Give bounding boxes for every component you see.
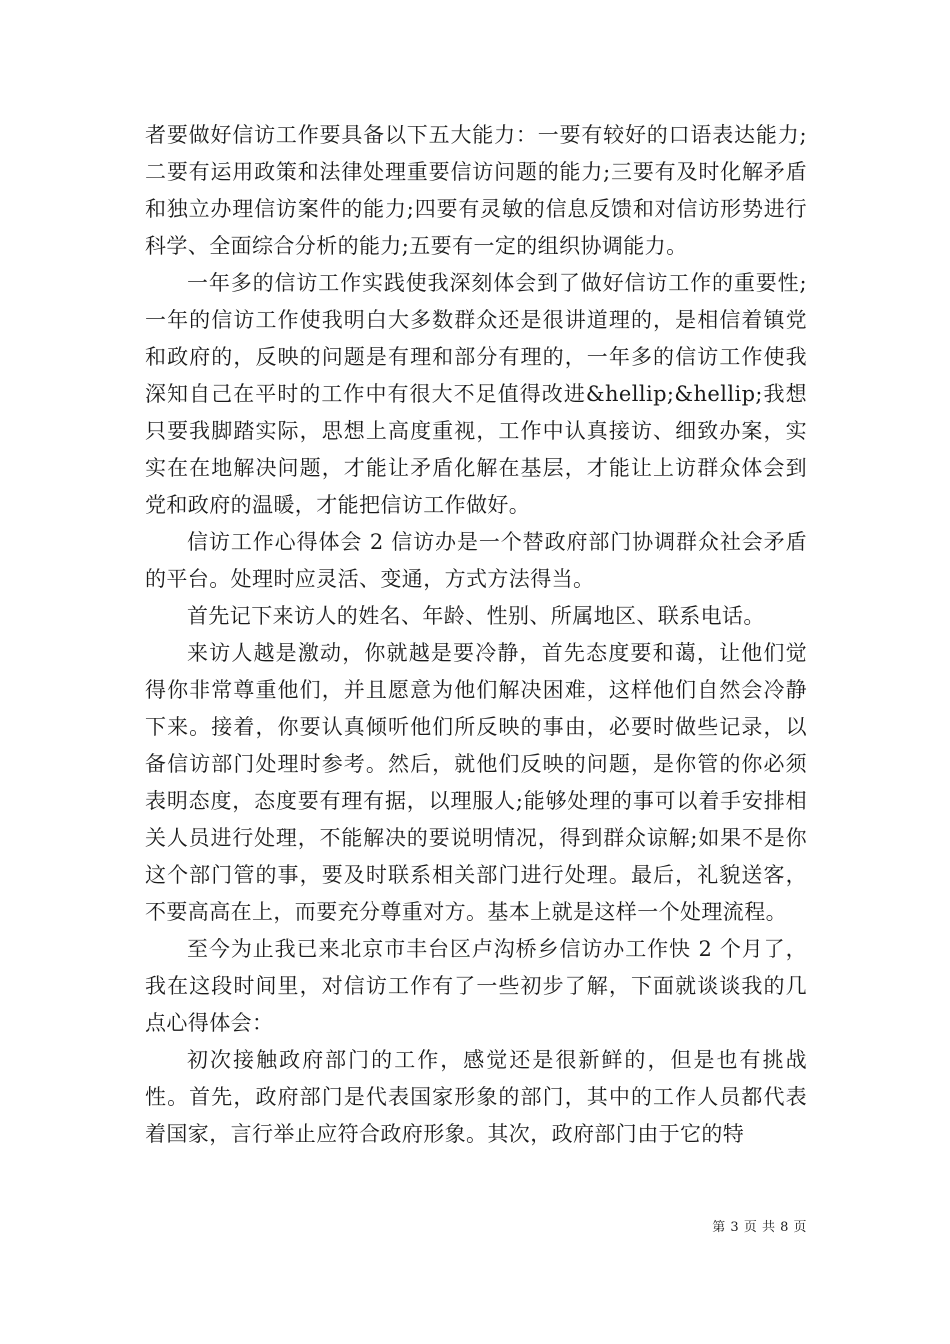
paragraph-7: 初次接触政府部门的工作，感觉还是很新鲜的，但是也有挑战性。首先，政府部门是代表国家形象的部门，其中的工作人员都代表着国家，言行举止应符合政府形象。其次，政府部门由于它的特 [145, 1048, 807, 1146]
page-number-footer: 第 3 页 共 8 页 [712, 1220, 807, 1235]
paragraph-5: 来访人越是激动，你就越是要冷静，首先态度要和蔼，让他们觉得你非常尊重他们，并且愿意为他们解决困难，这样他们自然会冷静下来。接着，你要认真倾听他们所反映的事由，必要时做些记录，以备信访部门处理时参考。然后，就他们反映的问题，是你管的你必须表明态度，态度要有理有据，以理服人;能够处理的事可以着手安排相关人员进行处理，不能解决的要说明情况，得到群众谅解;如果不是你这个部门管的事，要及时联系相关部门进行处理。最后，礼貌送客，不要高高在上，而要充分尊重对方。基本上就是这样一个处理流程。 [145, 641, 807, 924]
page-body [145, 117, 807, 1153]
paragraph-3: 信访工作心得体会 2 信访办是一个替政府部门协调群众社会矛盾的平台。处理时应灵活、变通，方式方法得当。 [145, 530, 807, 591]
paragraph-1: 者要做好信访工作要具备以下五大能力：一要有较好的口语表达能力;二要有运用政策和法律处理重要信访问题的能力;三要有及时化解矛盾和独立办理信访案件的能力;四要有灵敏的信息反馈和对信访形势进行科学、全面综合分析的能力;五要有一定的组织协调能力。 [145, 123, 807, 258]
paragraph-4: 首先记下来访人的姓名、年龄、性别、所属地区、联系电话。 [187, 604, 765, 628]
paragraph-6: 至今为止我已来北京市丰台区卢沟桥乡信访办工作快 2 个月了，我在这段时间里，对信访工作有了一些初步了解，下面就谈谈我的几点心得体会： [145, 937, 807, 1035]
paragraph-2: 一年多的信访工作实践使我深刻体会到了做好信访工作的重要性;一年的信访工作使我明白大多数群众还是很讲道理的，是相信着镇党和政府的，反映的问题是有理和部分有理的，一年多的信访工作使我深知自己在平时的工作中有很大不足值得改进&hellip;&hellip;我想只要我脚踏实际，思想上高度重视，工作中认真接访、细致办案，实实在在地解决问题，才能让矛盾化解在基层，才能让上访群众体会到党和政府的温暖，才能把信访工作做好。 [145, 271, 807, 517]
